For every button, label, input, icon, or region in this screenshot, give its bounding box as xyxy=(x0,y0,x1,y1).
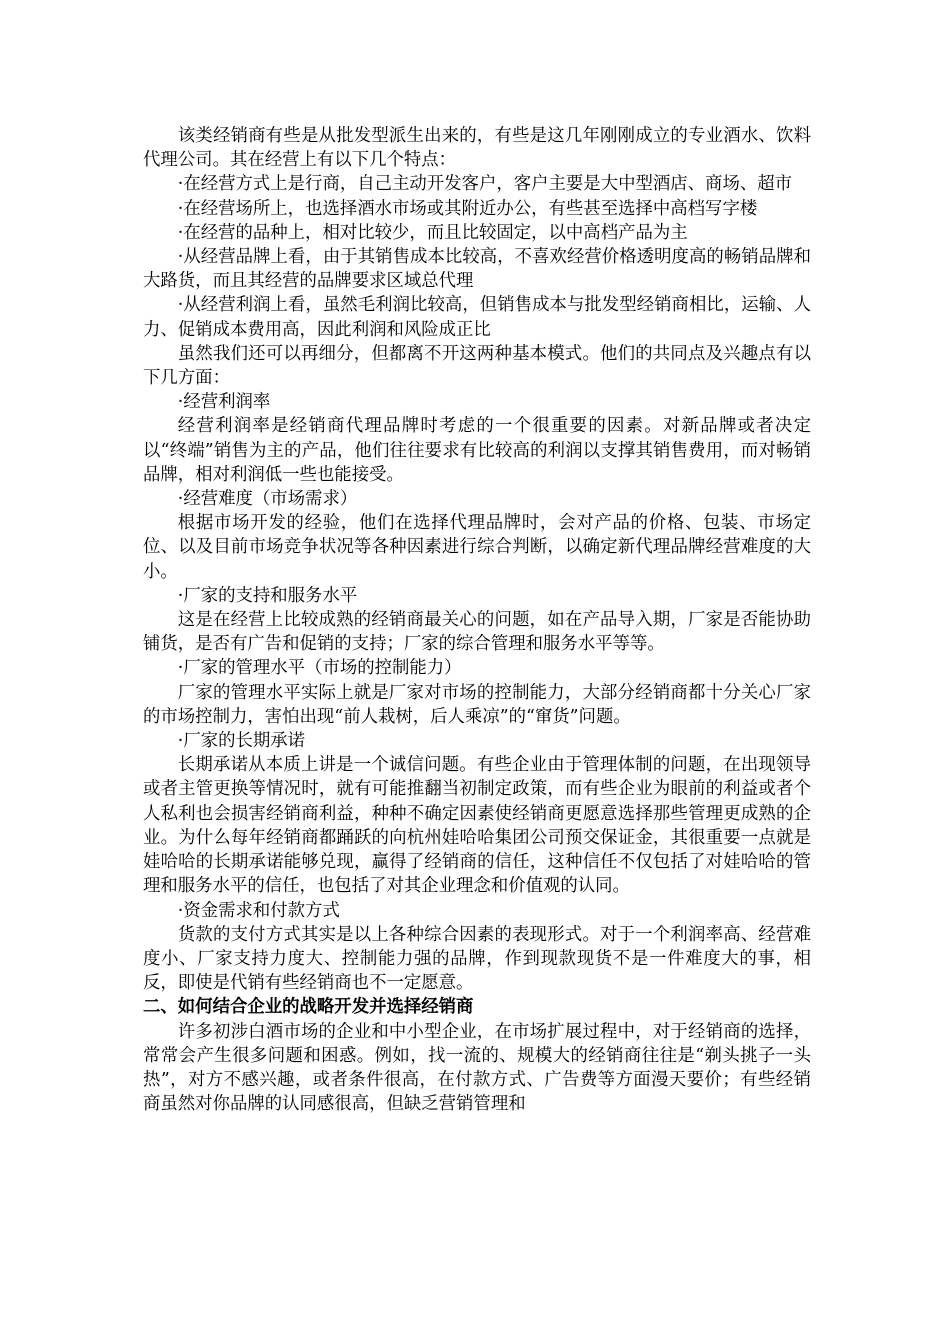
body-paragraph: ·经营难度（市场需求） xyxy=(177,489,358,510)
body-paragraph: 虽然我们还可以再细分，但都离不开这两种基本模式。他们的共同点及兴趣点有以下几方面： xyxy=(143,343,811,389)
body-paragraph: 根据市场开发的经验，他们在选择代理品牌时，会对产品的价格、包装、市场定位、以及目前市场竞争状况等各种因素进行综合判断，以确定新代理品牌经营难度的大小。 xyxy=(143,513,811,582)
body-paragraph: ·厂家的管理水平（市场的控制能力） xyxy=(177,658,462,679)
body-paragraph: ·厂家的长期承诺 xyxy=(177,731,306,752)
body-paragraph: 货款的支付方式其实是以上各种综合因素的表现形式。对于一个利润率高、经营难度小、厂家支持力度大、控制能力强的品牌，作到现款现货不是一件难度大的事，相反，即使是代销有些经销商也不一定愿意。 xyxy=(143,924,811,994)
section-heading: 二、如何结合企业的战略开发并选择经销商 xyxy=(143,997,474,1018)
body-paragraph: ·在经营的品种上，相对比较少，而且比较固定，以中高档产品为主 xyxy=(177,222,688,243)
body-paragraph: ·资金需求和付款方式 xyxy=(177,900,340,921)
body-paragraph: ·从经营利润上看，虽然毛利润比较高，但销售成本与批发型经销商相比，运输、人力、促销成本费用高，因此利润和风险成正比 xyxy=(143,295,811,340)
body-paragraph: 长期承诺从本质上讲是一个诚信问题。有些企业由于管理体制的问题，在出现领导或者主管更换等情况时，就有可能推翻当初制定政策，而有些企业为眼前的利益或者个人私利也会损害经销商利益，种种不确定因素使经销商更愿意选择那些管理更成熟的企业。为什么每年经销商都踊跃的向杭州娃哈哈集团公司预交保证金，其很重要一点就是娃哈哈的长期承诺能够兑现，赢得了经销商的信任，这种信任不仅包括了对娃哈哈的管理和服务水平的信任，也包括了对其企业理念和价值观的认同。 xyxy=(143,755,811,897)
body-paragraph: ·在经营场所上，也选择酒水市场或其附近办公，有些甚至选择中高档写字楼 xyxy=(177,198,758,219)
body-paragraph: 这是在经营上比较成熟的经销商最关心的问题，如在产品导入期，厂家是否能协助铺货，是否有广告和促销的支持；厂家的综合管理和服务水平等等。 xyxy=(143,610,811,655)
document-body xyxy=(143,124,811,1116)
body-paragraph: ·在经营方式上是行商，自己主动开发客户，客户主要是大中型酒店、商场、超市 xyxy=(177,174,793,195)
body-paragraph: ·从经营品牌上看，由于其销售成本比较高，不喜欢经营价格透明度高的畅销品牌和大路货，而且其经营的品牌要求区域总代理 xyxy=(143,247,811,292)
body-paragraph: 该类经销商有些是从批发型派生出来的，有些是这几年刚刚成立的专业酒水、饮料代理公司。其在经营上有以下几个特点： xyxy=(143,126,811,171)
body-paragraph: ·厂家的支持和服务水平 xyxy=(177,585,358,606)
body-paragraph: 厂家的管理水平实际上就是厂家对市场的控制能力，大部分经销商都十分关心厂家的市场控制力，害怕出现“前人栽树，后人乘凉”的“窜货”问题。 xyxy=(143,682,811,727)
body-paragraph: ·经营利润率 xyxy=(177,392,271,413)
body-paragraph: 经营利润率是经销商代理品牌时考虑的一个很重要的因素。对新品牌或者决定以“终端”销售为主的产品，他们往往要求有比较高的利润以支撑其销售费用，而对畅销品牌，相对利润低一些也能接受。 xyxy=(143,416,811,485)
body-paragraph: 许多初涉白酒市场的企业和中小型企业，在市场扩展过程中，对于经销商的选择，常常会产生很多问题和困惑。例如，找一流的、规模大的经销商往往是“剃头挑子一头热”，对方不感兴趣，或者条件很高，在付款方式、广告费等方面漫天要价；有些经销商虽然对你品牌的认同感很高，但缺乏营销管理和 xyxy=(143,1021,811,1115)
